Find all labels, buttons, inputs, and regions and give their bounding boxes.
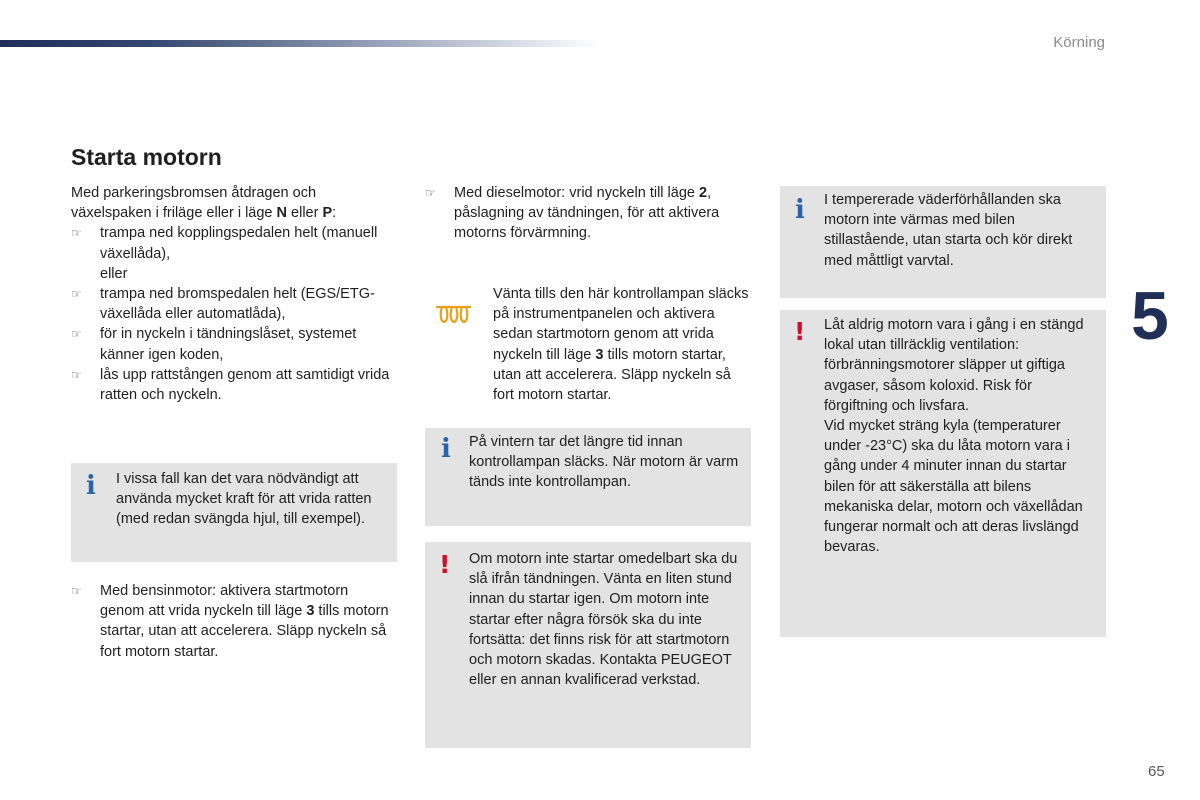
section-title: Körning bbox=[1053, 34, 1105, 51]
list-item: ☞ lås upp rattstången genom att samtidigt vrida ratten och nyckeln. bbox=[71, 365, 401, 405]
info-box bbox=[71, 463, 397, 562]
warning-box bbox=[425, 542, 751, 748]
intro-section bbox=[71, 183, 401, 405]
bullet-icon: ☞ bbox=[71, 226, 82, 241]
warning-paragraph: Låt aldrig motorn vara i gång i en stängd lokal utan tillräcklig ventilation: förbränningsmotorer släpper ut giftiga avgaser, såsom koloxid. Risk för förgiftning och livsfara. bbox=[824, 317, 1084, 414]
list-item: ☞ Med bensinmotor: aktivera startmotorn genom att vrida nyckeln till läge 3 tills motorn startar, utan att accelerera. Släpp nyckeln så fort motorn startar. bbox=[71, 581, 396, 662]
warning-icon: ! bbox=[794, 317, 806, 346]
bullet-icon: ☞ bbox=[71, 287, 82, 302]
list-item: ☞ för in nyckeln i tändningslåset, systemet känner igen koden, bbox=[71, 324, 401, 364]
list-item: ☞ Med dieselmotor: vrid nyckeln till läge 2, påslagning av tändningen, för att aktivera motorns förvärmning. bbox=[425, 183, 745, 244]
bullet-icon: ☞ bbox=[425, 186, 436, 200]
glow-plug-icon bbox=[436, 303, 472, 325]
info-box-text: I tempererade väderförhållanden ska motorn inte värmas med bilen stillastående, utan starta och kör direkt med måttligt varvtal. bbox=[824, 192, 1073, 269]
bullet-icon: ☞ bbox=[71, 367, 82, 382]
petrol-section bbox=[71, 581, 396, 662]
intro-line-1: Med parkeringsbromsen åtdragen och bbox=[71, 185, 317, 201]
info-box bbox=[780, 186, 1106, 298]
chapter-number: 5 bbox=[1131, 278, 1169, 354]
warning-box-text: Om motorn inte startar omedelbart ska du slå ifrån tändningen. Vänta en liten stund innan du startar igen. Om motorn inte startar efter några försök ska du inte fortsätta: det finns risk för att startmotorn och motorn skadas. Kontakta PEUGEOT eller en annan kvalificerad verkstad. bbox=[469, 551, 738, 689]
info-icon: i bbox=[86, 471, 96, 501]
warning-paragraph: Vid mycket sträng kyla (temperaturer under -23°C) ska du låta motorn vara i gång under 4 minuter innan du startar bilen för att säkerställa att bilens mekaniska delar, motorn och växellådan fungerar normalt och att deras livslängd bevaras. bbox=[824, 418, 1083, 556]
info-box-text: På vintern tar det längre tid innan kontrollampan släcks. När motorn är varm tänds inte kontrollampan. bbox=[469, 434, 739, 491]
glow-plug-text: Vänta tills den här kontrollampan släcks på instrumentpanelen och aktivera sedan startmotorn genom att vrida nyckeln till läge 3 tills motorn startar, utan att accelerera. Släpp nyckeln så fort motorn startar. bbox=[493, 286, 749, 404]
list-item: ☞ trampa ned bromspedalen helt (EGS/ETG-växellåda eller automatlåda), bbox=[71, 284, 401, 324]
warning-box bbox=[780, 310, 1106, 637]
info-icon: i bbox=[441, 434, 451, 464]
header-gradient-bar bbox=[0, 40, 600, 47]
or-text: eller bbox=[100, 265, 128, 282]
info-icon: i bbox=[795, 195, 805, 225]
bullet-icon: ☞ bbox=[71, 584, 82, 598]
info-box-text: I vissa fall kan det vara nödvändigt att använda mycket kraft för att vrida ratten (med redan svängda hjul, till exempel). bbox=[116, 471, 372, 528]
list-item: ☞ trampa ned kopplingspedalen helt (manuell växellåda), bbox=[71, 223, 401, 263]
diesel-section bbox=[425, 183, 745, 244]
page-title: Starta motorn bbox=[71, 144, 222, 170]
intro-line-2: växelspaken i friläge eller i läge N eller P: bbox=[71, 205, 337, 222]
bullet-icon: ☞ bbox=[71, 327, 82, 342]
info-box bbox=[425, 428, 751, 526]
warning-box-text bbox=[824, 315, 1096, 557]
warning-icon: ! bbox=[439, 550, 451, 579]
page-number: 65 bbox=[1148, 763, 1165, 780]
